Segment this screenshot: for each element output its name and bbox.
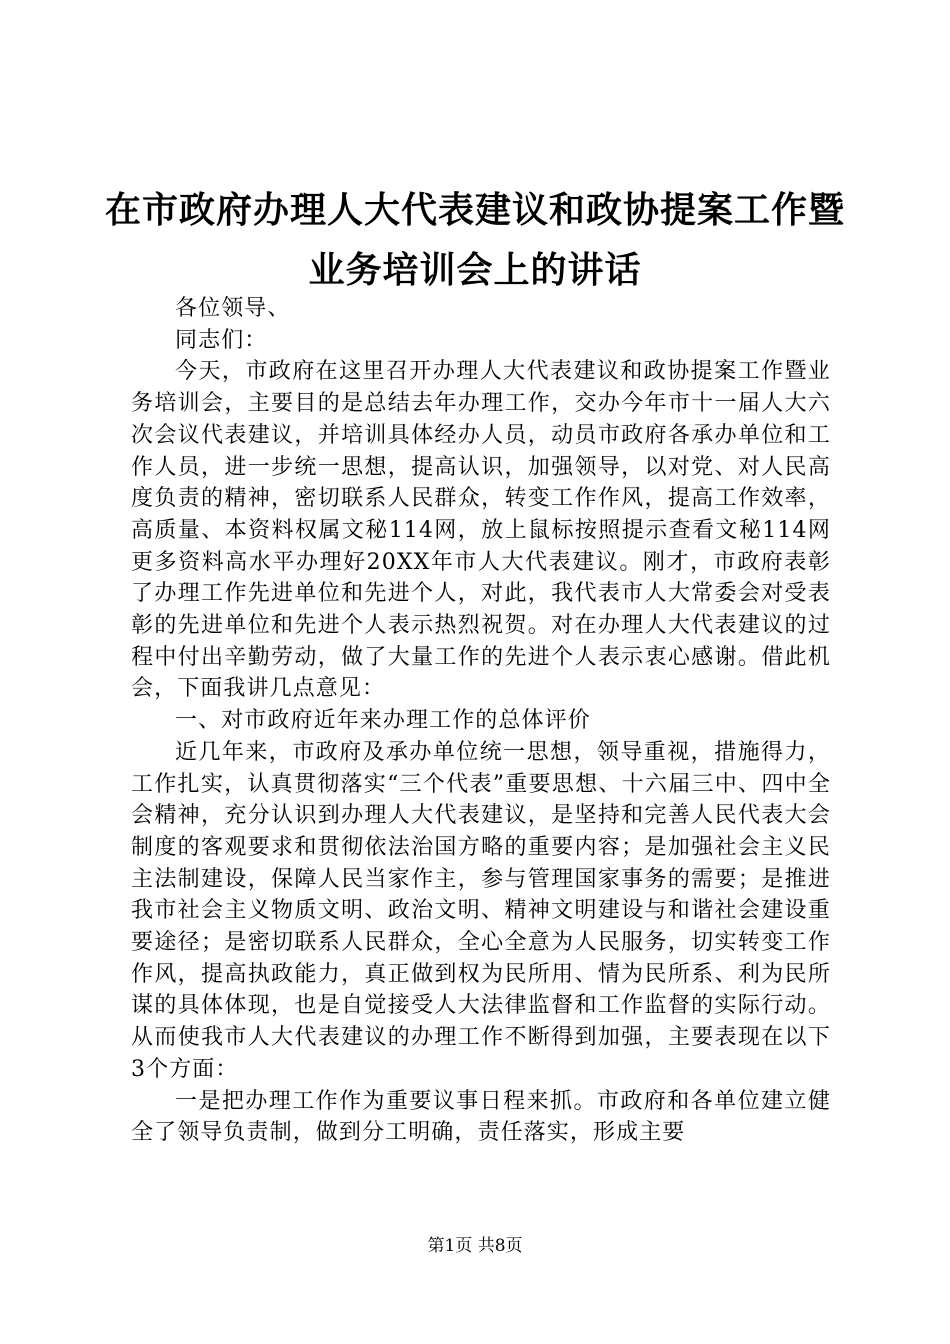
document-body: [131, 293, 831, 1149]
body-paragraph: 一是把办理工作作为重要议事日程来抓。市政府和各单位建立健全了领导负责制，做到分工明确，责任落实，形成主要: [131, 1088, 831, 1146]
salutation-line-2: 同志们：: [175, 327, 268, 353]
page-number-footer: 第1页 共8页: [427, 1236, 523, 1256]
section-heading: 一、对市政府近年来办理工作的总体评价: [175, 708, 591, 734]
document-title-line-1: 在市政府办理人大代表建议和政协提案工作暨: [104, 189, 845, 231]
salutation-line-1: 各位领导、: [175, 296, 291, 321]
body-paragraph: 近几年来，市政府及承办单位统一思想，领导重视，措施得力，工作扎实，认真贯彻落实“三个代表”重要思想、十六届三中、四中全会精神，充分认识到办理人大代表建议，是坚持和完善人民代表大会制度的客观要求和贯彻依法治国方略的重要内容；是加强社会主义民主法制建设，保障人民当家作主，参与管理国家事务的需要；是推进我市社会主义物质文明、政治文明、精神文明建设与和谐社会建设重要途径；是密切联系人民群众，全心全意为人民服务，切实转变工作作风，提高执政能力，真正做到权为民所用、情为民所系、利为民所谋的具体体现，也是自觉接受人大法律监督和工作监督的实际行动。从而使我市人大代表建议的办理工作不断得到加强，主要表现在以下3个方面：: [131, 739, 831, 1082]
body-paragraph: 今天，市政府在这里召开办理人大代表建议和政协提案工作暨业务培训会，主要目的是总结去年办理工作，交办今年市十一届人大六次会议代表建议，并培训具体经办人员，动员市政府各承办单位和工作人员，进一步统一思想，提高认识，加强领导，以对党、对人民高度负责的精神，密切联系人民群众，转变工作作风，提高工作效率，高质量、本资料权属文秘114网，放上鼠标按照提示查看文秘114网更多资料高水平办理好20XX年市人大代表建议。刚才，市政府表彰了办理工作先进单位和先进个人，对此，我代表市人大常委会对受表彰的先进单位和先进个人表示热烈祝贺。对在办理人大代表建议的过程中付出辛勤劳动，做了大量工作的先进个人表示衷心感谢。借此机会，下面我讲几点意见：: [131, 359, 831, 702]
document-title-line-2: 业务培训会上的讲话: [308, 249, 642, 291]
